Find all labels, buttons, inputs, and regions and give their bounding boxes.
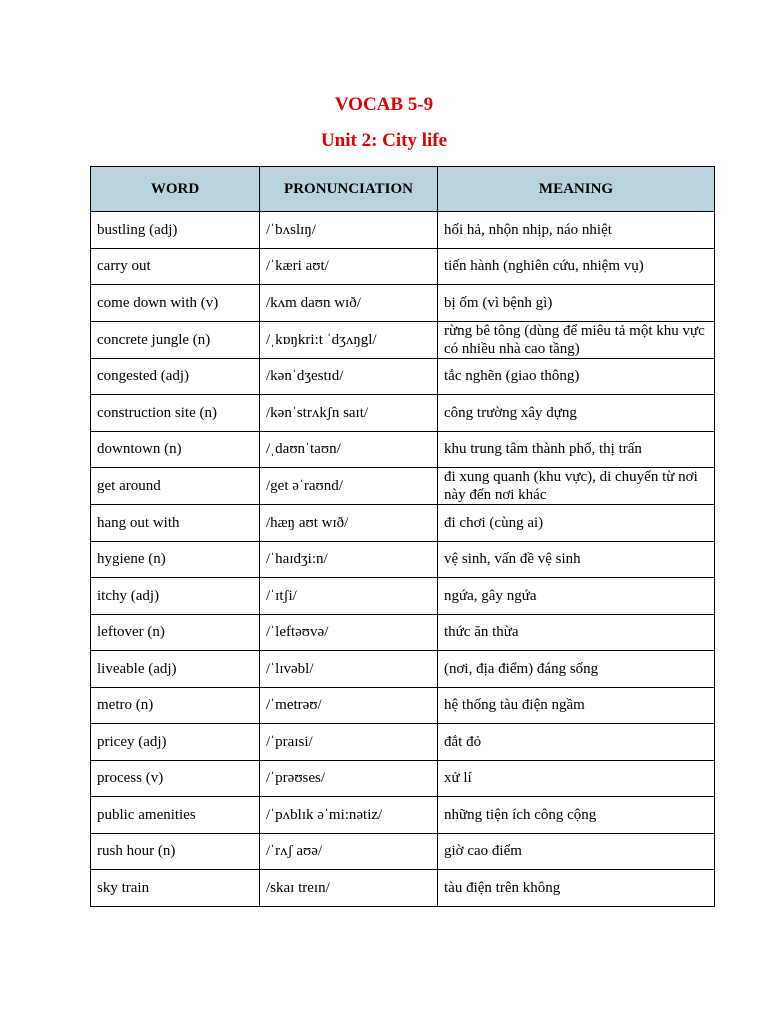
table-row [91,651,715,688]
cell-pronunciation: /hæŋ aʊt wɪð/ [260,505,438,542]
cell-meaning: tàu điện trên không [438,870,715,907]
table-row [91,870,715,907]
table-row [91,431,715,468]
cell-meaning: bị ốm (vì bệnh gì) [438,285,715,322]
cell-word: carry out [91,248,260,285]
table-row [91,724,715,761]
cell-pronunciation: /ˈprəʊses/ [260,760,438,797]
cell-meaning: hối hả, nhộn nhịp, náo nhiệt [438,212,715,249]
table-row [91,614,715,651]
table-body [91,212,715,907]
header-meaning: MEANING [438,167,715,212]
cell-meaning: tiến hành (nghiên cứu, nhiệm vụ) [438,248,715,285]
table-row [91,321,715,358]
cell-pronunciation: /ˈrʌʃ aʊə/ [260,833,438,870]
cell-word: metro (n) [91,687,260,724]
cell-meaning: hệ thống tàu điện ngầm [438,687,715,724]
cell-pronunciation: /ˈpʌblɪk əˈmi:nətiz/ [260,797,438,834]
cell-pronunciation: /kʌm daʊn wɪð/ [260,285,438,322]
table-row [91,833,715,870]
cell-pronunciation: /ˈɪtʃi/ [260,578,438,615]
cell-pronunciation: /ˈkæri aʊt/ [260,248,438,285]
cell-meaning: xử lí [438,760,715,797]
cell-meaning: vệ sinh, vấn đề vệ sinh [438,541,715,578]
table-row [91,578,715,615]
cell-word: hygiene (n) [91,541,260,578]
vocabulary-table [90,166,715,907]
cell-word: liveable (adj) [91,651,260,688]
table-row [91,505,715,542]
table-row [91,212,715,249]
cell-word: concrete jungle (n) [91,321,260,358]
cell-word: process (v) [91,760,260,797]
table-row [91,395,715,432]
cell-meaning: đi xung quanh (khu vực), di chuyển từ nơi này đến nơi khác [438,468,715,505]
header-word: WORD [91,167,260,212]
cell-pronunciation: /ˈlɪvəbl/ [260,651,438,688]
table-row [91,468,715,505]
cell-meaning: đi chơi (cùng ai) [438,505,715,542]
table-row [91,358,715,395]
cell-word: public amenities [91,797,260,834]
cell-word: bustling (adj) [91,212,260,249]
cell-pronunciation: /get əˈraʊnd/ [260,468,438,505]
header-pronunciation: PRONUNCIATION [260,167,438,212]
cell-word: rush hour (n) [91,833,260,870]
cell-word: hang out with [91,505,260,542]
cell-meaning: công trường xây dựng [438,395,715,432]
table-header-row [91,167,715,212]
cell-pronunciation: /kənˈdʒestɪd/ [260,358,438,395]
cell-meaning: giờ cao điểm [438,833,715,870]
cell-word: get around [91,468,260,505]
cell-pronunciation: /skaɪ treɪn/ [260,870,438,907]
cell-word: congested (adj) [91,358,260,395]
cell-word: leftover (n) [91,614,260,651]
cell-pronunciation: /ˈleftəʊvə/ [260,614,438,651]
table-row [91,285,715,322]
cell-pronunciation: /ˈpraɪsi/ [260,724,438,761]
cell-meaning: thức ăn thừa [438,614,715,651]
table-row [91,760,715,797]
cell-word: construction site (n) [91,395,260,432]
cell-word: come down with (v) [91,285,260,322]
table-row [91,797,715,834]
cell-pronunciation: /ˈmetrəʊ/ [260,687,438,724]
cell-meaning: ngứa, gây ngứa [438,578,715,615]
cell-meaning: tắc nghẽn (giao thông) [438,358,715,395]
cell-meaning: (nơi, địa điểm) đáng sống [438,651,715,688]
cell-pronunciation: /ˌkɒŋkri:t ˈdʒʌŋgl/ [260,321,438,358]
cell-word: downtown (n) [91,431,260,468]
document-subtitle: Unit 2: City life [320,130,448,151]
cell-meaning: khu trung tâm thành phố, thị trấn [438,431,715,468]
table-row [91,248,715,285]
cell-pronunciation: /ˌdaʊnˈtaʊn/ [260,431,438,468]
cell-pronunciation: /ˈhaɪdʒi:n/ [260,541,438,578]
cell-word: sky train [91,870,260,907]
document-title: VOCAB 5-9 [334,94,434,115]
table-row [91,541,715,578]
cell-pronunciation: /kənˈstrʌkʃn saɪt/ [260,395,438,432]
cell-word: itchy (adj) [91,578,260,615]
cell-pronunciation: /ˈbʌslɪŋ/ [260,212,438,249]
cell-meaning: rừng bê tông (dùng để miêu tả một khu vực có nhiều nhà cao tầng) [438,321,715,358]
cell-meaning: đắt đỏ [438,724,715,761]
cell-word: pricey (adj) [91,724,260,761]
table-row [91,687,715,724]
cell-meaning: những tiện ích công cộng [438,797,715,834]
